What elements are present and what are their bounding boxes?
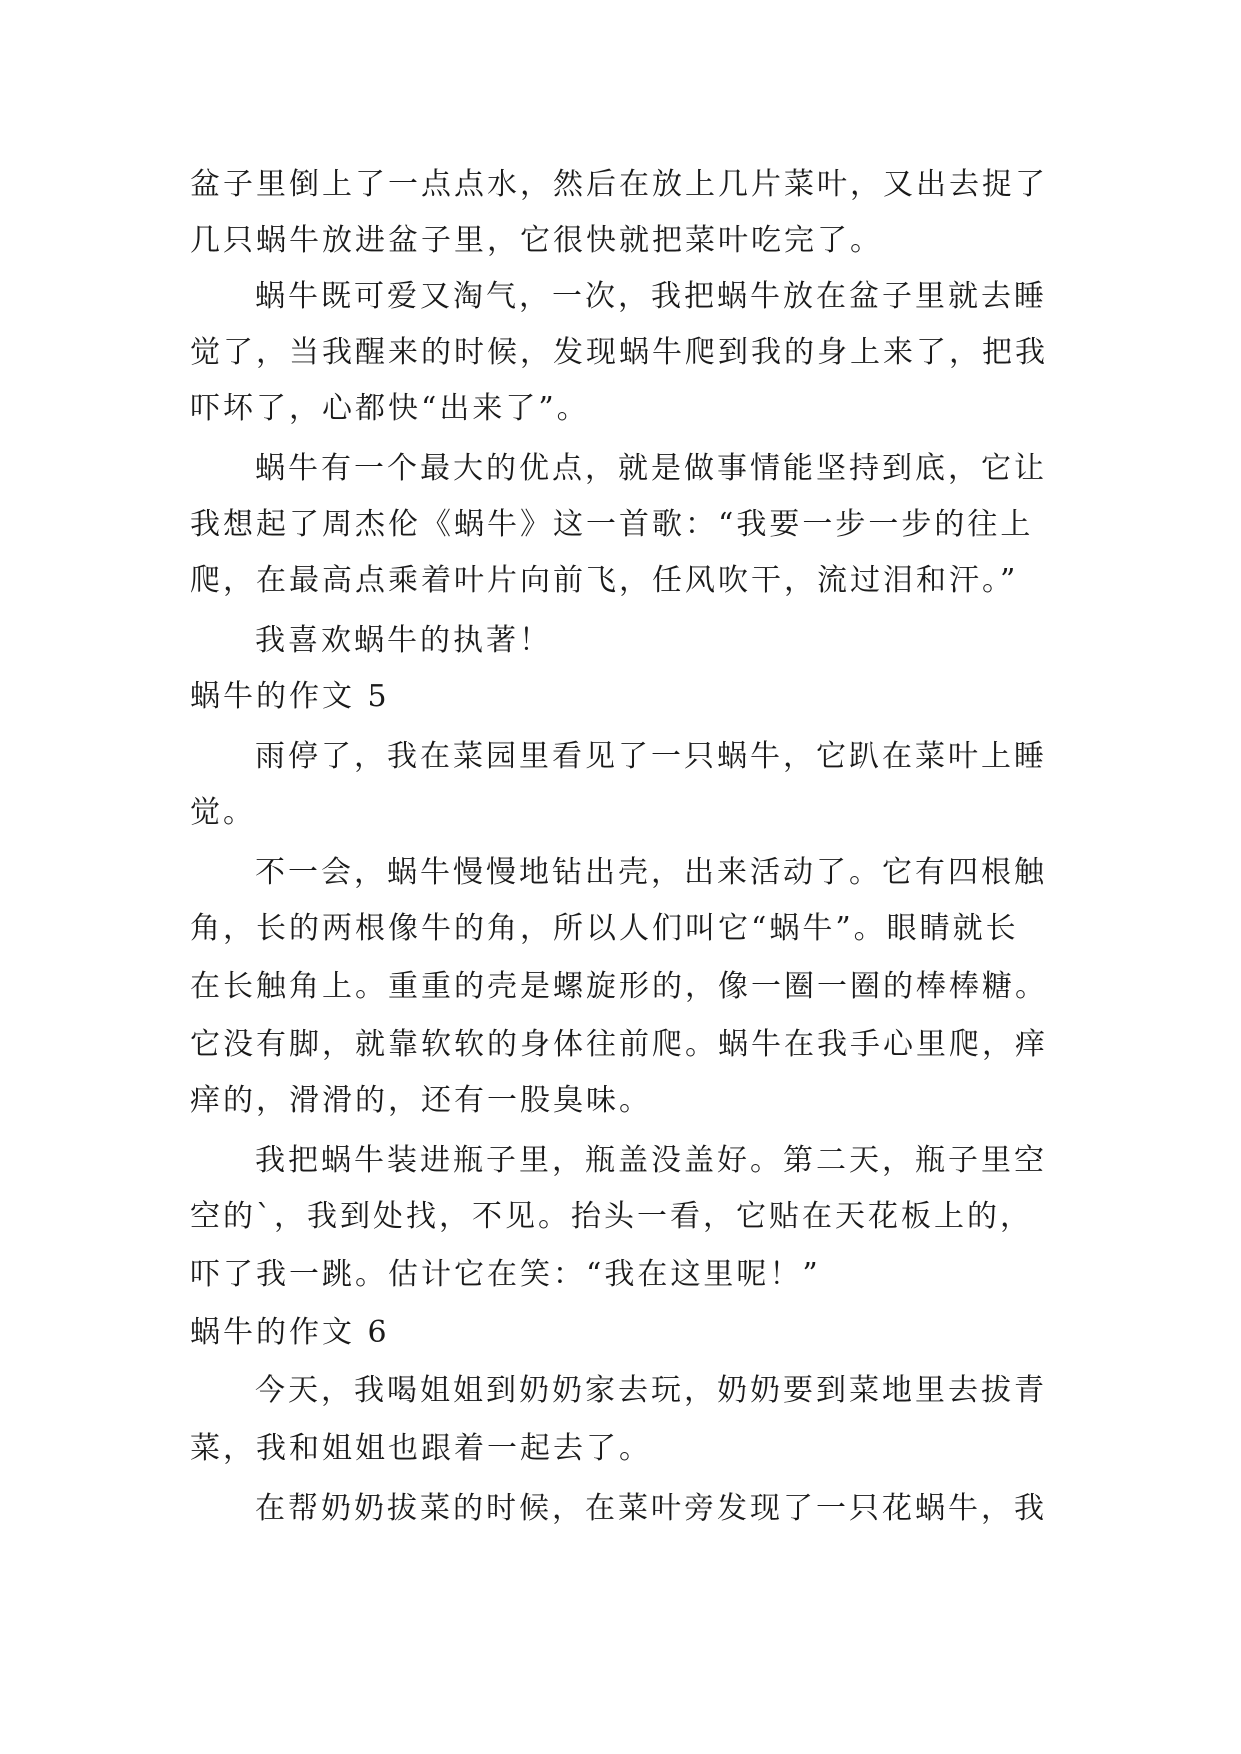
text-line: 不一会，蜗牛慢慢地钻出壳，出来活动了。它有四根触 xyxy=(255,855,1047,890)
text-line: 雨停了，我在菜园里看见了一只蜗牛，它趴在菜叶上睡 xyxy=(255,739,1047,774)
text-line: 空的`，我到处找，不见。抬头一看，它贴在天花板上的， xyxy=(190,1199,1033,1234)
text-line: 我把蜗牛装进瓶子里，瓶盖没盖好。第二天，瓶子里空 xyxy=(255,1143,1047,1178)
text-line: 觉。 xyxy=(190,795,256,830)
text-line: 盆子里倒上了一点点水，然后在放上几片菜叶，又出去捉了 xyxy=(190,167,1048,202)
text-line: 蜗牛既可爱又淘气，一次，我把蜗牛放在盆子里就去睡 xyxy=(255,279,1047,314)
text-line: 吓了我一跳。估计它在笑：“我在这里呢！” xyxy=(190,1257,821,1292)
text-line: 角，长的两根像牛的角，所以人们叫它“蜗牛”。眼睛就长 xyxy=(190,911,1019,946)
text-line: 今天，我喝姐姐到奶奶家去玩，奶奶要到菜地里去拔青 xyxy=(255,1373,1047,1408)
text-line: 它没有脚，就靠软软的身体往前爬。蜗牛在我手心里爬，痒 xyxy=(190,1027,1048,1062)
text-line: 菜，我和姐姐也跟着一起去了。 xyxy=(190,1431,652,1466)
section-heading: 蜗牛的作文 6 xyxy=(190,1315,390,1350)
text-line: 在长触角上。重重的壳是螺旋形的，像一圈一圈的棒棒糖。 xyxy=(190,969,1048,1004)
text-line: 几只蜗牛放进盆子里，它很快就把菜叶吃完了。 xyxy=(190,223,883,258)
text-line: 我想起了周杰伦《蜗牛》这一首歌：“我要一步一步的往上 xyxy=(190,507,1034,542)
text-line: 觉了，当我醒来的时候，发现蜗牛爬到我的身上来了，把我 xyxy=(190,335,1048,370)
text-line: 在帮奶奶拔菜的时候，在菜叶旁发现了一只花蜗牛，我 xyxy=(255,1491,1047,1526)
text-line: 爬，在最高点乘着叶片向前飞，任风吹干，流过泪和汗。” xyxy=(190,563,1019,598)
text-line: 我喜欢蜗牛的执著！ xyxy=(255,623,552,658)
section-heading: 蜗牛的作文 5 xyxy=(190,679,390,714)
text-line: 蜗牛有一个最大的优点，就是做事情能坚持到底，它让 xyxy=(255,451,1047,486)
text-line: 吓坏了，心都快“出来了”。 xyxy=(190,391,590,426)
text-line: 痒的，滑滑的，还有一股臭味。 xyxy=(190,1083,652,1118)
